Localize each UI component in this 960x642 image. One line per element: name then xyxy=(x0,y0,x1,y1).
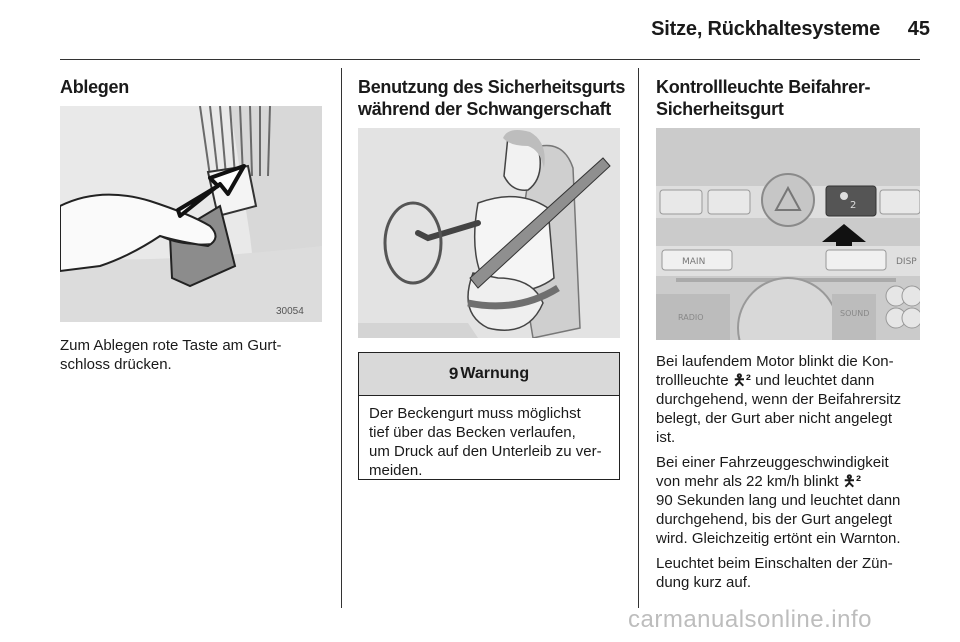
text-line: schloss drücken. xyxy=(60,356,172,373)
text-line: trollleuchte xyxy=(656,372,729,389)
text-line: durchgehend, bis der Gurt angelegt xyxy=(656,511,892,528)
buckle-release-illustration xyxy=(60,106,322,322)
text-line: durchgehend, wenn der Beifahrersitz xyxy=(656,391,902,408)
text-line: Leuchtet beim Einschalten der Zün- xyxy=(656,555,893,572)
pregnant-belt-illustration xyxy=(358,128,620,338)
radio-label: RADIO xyxy=(678,313,704,322)
text-line: um Druck auf den Unterleib zu ver- xyxy=(369,443,602,460)
pregnancy-heading xyxy=(358,76,628,120)
pregnant-belt-figure xyxy=(358,128,620,338)
heading-line: während der Schwangerschaft xyxy=(358,99,611,119)
ablegen-instruction xyxy=(60,336,330,374)
column-divider-1 xyxy=(341,68,342,608)
text-line: meiden. xyxy=(369,462,423,479)
page-section-title: Sitze, Rückhaltesysteme xyxy=(651,18,880,40)
text-line: Der Beckengurt muss möglichst xyxy=(369,405,581,422)
belt-indicator-heading xyxy=(656,76,926,120)
text-line: von mehr als 22 km/h blinkt xyxy=(656,473,839,490)
dashboard-panel-illustration xyxy=(656,128,920,340)
warning-box xyxy=(358,352,620,480)
page-number: 45 xyxy=(907,18,930,40)
buckle-release-figure xyxy=(60,106,322,322)
passenger-belt-icon: 🯅² xyxy=(732,372,751,389)
watermark[interactable]: carmanualsonline.info xyxy=(628,606,872,633)
text-line: 90 Sekunden lang und leuchtet dann xyxy=(656,492,901,509)
paragraph-2 xyxy=(656,453,928,548)
warning-title: Warnung xyxy=(460,365,530,382)
heading-line: Kontrollleuchte Beifahrer- xyxy=(656,77,871,97)
text-line: Bei laufendem Motor blinkt die Kon- xyxy=(656,353,894,370)
text-line: ist. xyxy=(656,429,676,446)
text-line: Bei einer Fahrzeuggeschwindigkeit xyxy=(656,454,889,471)
paragraph-1 xyxy=(656,352,928,447)
text-line: Zum Ablegen rote Taste am Gurt- xyxy=(60,337,282,354)
figure-code: 30054 xyxy=(276,306,304,317)
text-line: und leuchtet dann xyxy=(750,372,875,389)
passenger-belt-icon: 🯅² xyxy=(842,473,861,490)
disp-label: DISP xyxy=(896,257,917,267)
text-line: belegt, der Gurt aber nicht angelegt xyxy=(656,410,892,427)
column-divider-2 xyxy=(638,68,639,608)
text-line: dung kurz auf. xyxy=(656,574,752,591)
warning-text xyxy=(359,396,619,480)
heading-line: Benutzung des Sicherheitsgurts xyxy=(358,77,626,97)
warning-triangle-icon: 9 xyxy=(448,364,459,383)
main-label: MAIN xyxy=(682,257,706,267)
paragraph-3 xyxy=(656,554,928,592)
sound-label: SOUND xyxy=(840,309,870,318)
svg-text:2: 2 xyxy=(850,200,857,211)
text-line: wird. Gleichzeitig ertönt ein Warnton. xyxy=(656,530,901,547)
text-line: tief über das Becken verlaufen, xyxy=(369,424,576,441)
ablegen-heading: Ablegen xyxy=(60,77,129,97)
indicator-description xyxy=(656,352,928,598)
dashboard-panel-figure xyxy=(656,128,920,340)
warning-header xyxy=(359,353,619,396)
heading-line: Sicherheitsgurt xyxy=(656,99,784,119)
header-rule xyxy=(60,59,920,60)
